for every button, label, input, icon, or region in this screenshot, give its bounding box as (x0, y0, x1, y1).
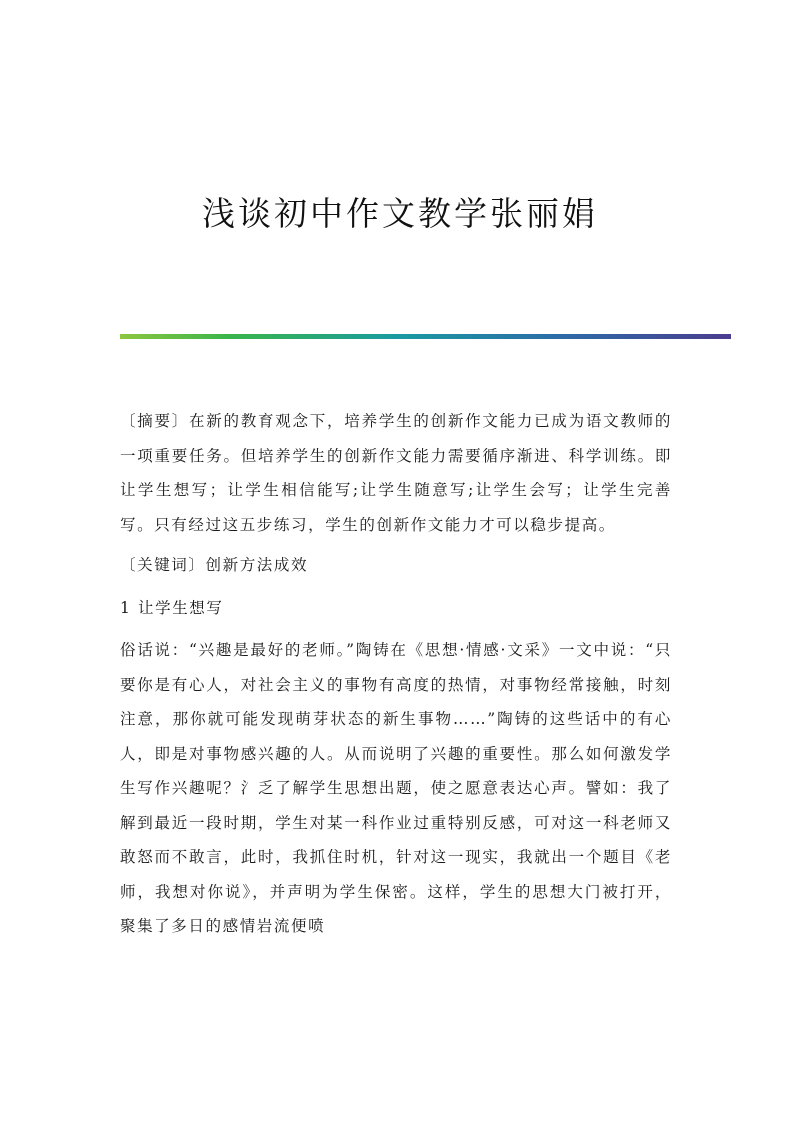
keywords-line: 〔关键词〕创新方法成效 (120, 556, 309, 574)
document-body (120, 404, 672, 950)
section-paragraph: 俗话说：“兴趣是最好的老师。”陶铸在《思想·情感·文采》一文中说：“只要你是有心人，对社会主义的事物有高度的热情，对事物经常接触，时刻注意，那你就可能发现萌芽状态的新生事物……”陶铸的这些话中的有心人，即是对事物感兴趣的人。从而说明了兴趣的重要性。那么如何激发学生写作兴趣呢？氵乏了解学生思想出题，使之愿意表达心声。譬如：我了解到最近一段时期，学生对某一科作业过重特别反感，可对这一科老师又敢怒而不敢言，此时，我抓住时机，针对这一现实，我就出一个题目《老师，我想对你说》，并声明为学生保密。这样，学生的思想大门被打开，聚集了多日的感情岩流便喷 (120, 641, 672, 935)
section-heading: 1 让学生想写 (120, 598, 224, 617)
document-title: 浅谈初中作文教学张丽娟 (202, 194, 598, 233)
title-divider (120, 334, 731, 339)
abstract-paragraph: 〔摘要〕在新的教育观念下，培养学生的创新作文能力已成为语文教师的一项重要任务。但培养学生的创新作文能力需要循序渐进、科学训练。即让学生想写；让学生相信能写;让学生随意写;让学生会写；让学生完善写。只有经过这五步练习，学生的创新作文能力才可以稳步提高。 (120, 412, 672, 534)
